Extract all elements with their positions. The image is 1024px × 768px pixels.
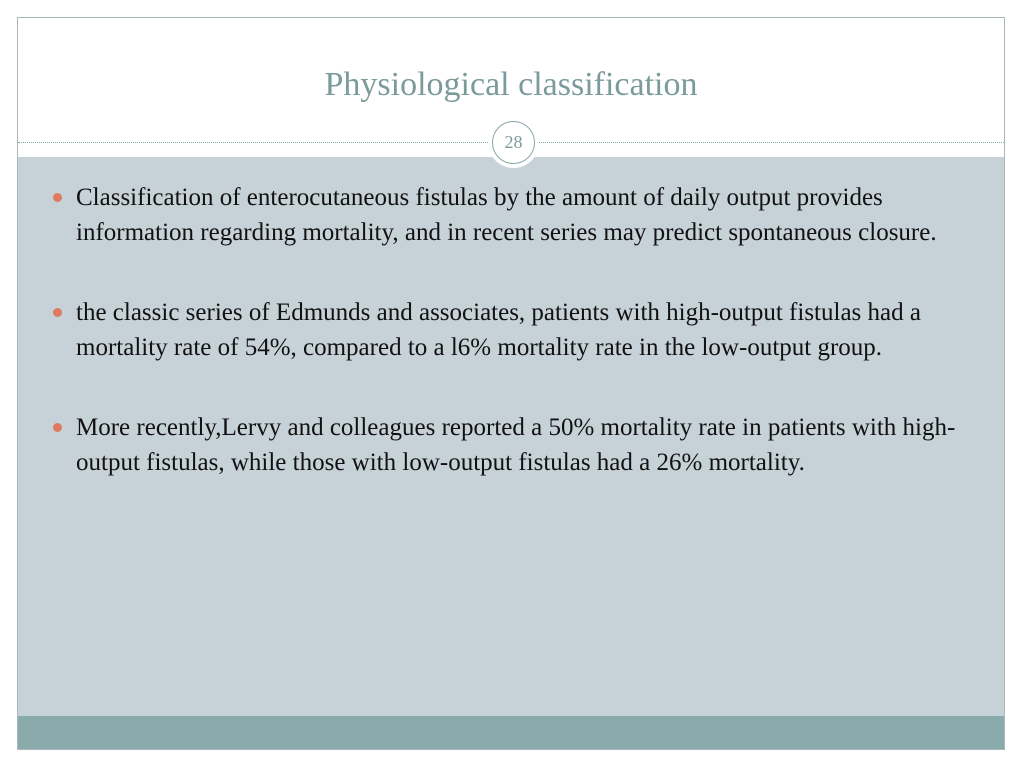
slide	[17, 17, 1005, 750]
footer-bar	[18, 716, 1004, 750]
bullet-item	[52, 295, 982, 365]
page-number-badge	[488, 117, 539, 168]
bullet-item	[52, 410, 982, 480]
slide-title: Physiological classification	[324, 66, 698, 103]
bullet-text: More recently,Lervy and colleagues reported a 50% mortality rate in patients with high-output fistulas, while those with low-output fistulas had a 26% mortality.	[76, 414, 956, 476]
bullet-item	[52, 180, 982, 250]
bullet-text: the classic series of Edmunds and associates, patients with high-output fistulas had a mortality rate of 54%, compared to a l6% mortality rate in the low-output group.	[76, 299, 921, 361]
bullet-dot-icon	[53, 308, 62, 317]
page-number: 28	[492, 121, 535, 164]
bullet-list	[52, 180, 982, 525]
bullet-dot-icon	[53, 193, 62, 202]
bullet-dot-icon	[53, 423, 62, 432]
bullet-text: Classification of enterocutaneous fistulas by the amount of daily output provides information regarding mortality, and in recent series may predict spontaneous closure.	[76, 184, 937, 246]
